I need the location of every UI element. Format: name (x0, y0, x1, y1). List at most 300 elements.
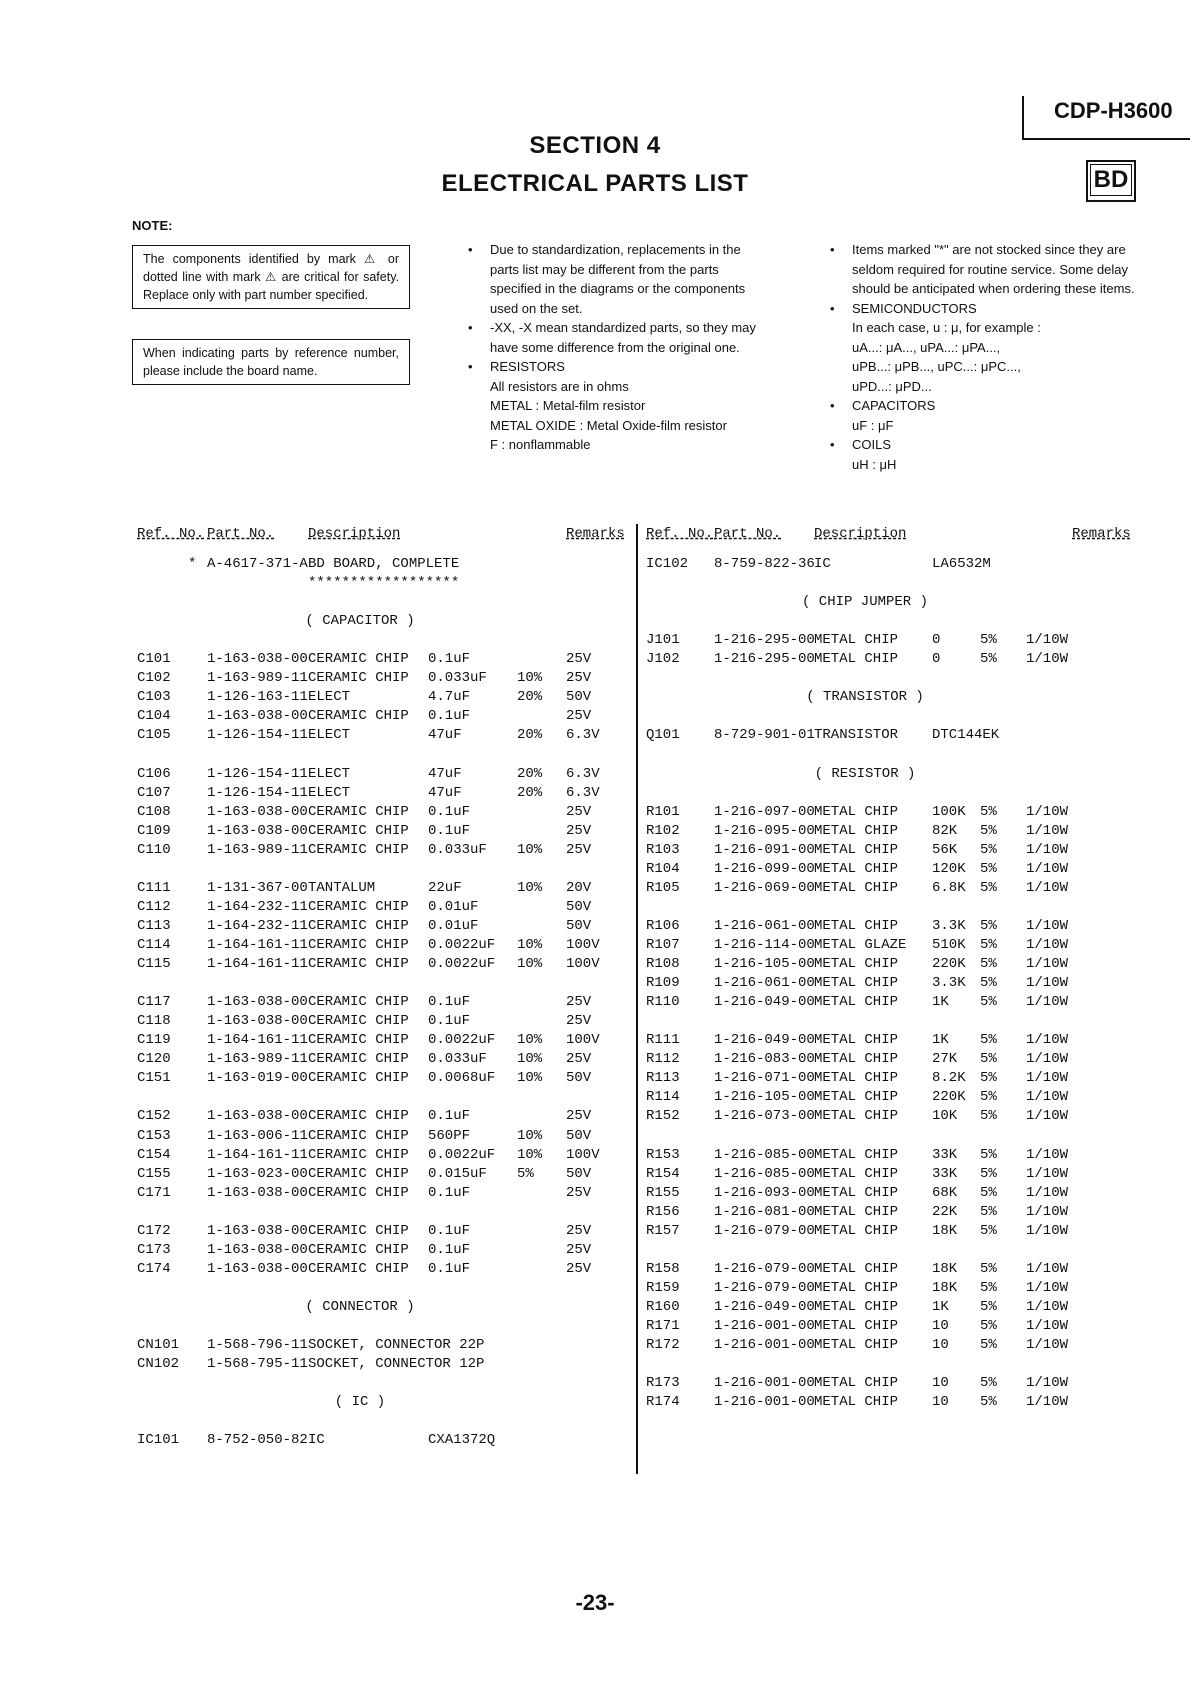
rating: 50V (566, 689, 592, 706)
ref-no: R160 (646, 1298, 680, 1315)
tolerance: 5% (980, 1165, 997, 1182)
table-row (0, 918, 1190, 937)
bullet-icon: • (468, 320, 473, 335)
note-item (830, 455, 1140, 475)
tolerance: 5% (980, 1222, 997, 1239)
description: METAL CHIP (814, 956, 899, 973)
value: 0.01uF (428, 898, 479, 915)
rating: 1/10W (1026, 917, 1069, 934)
rating: 1/10W (1026, 1089, 1069, 1106)
part-no: 1-126-154-11 (207, 765, 308, 782)
description: ELECT (308, 784, 351, 801)
bullet-icon (468, 416, 490, 436)
ref-no: R109 (646, 975, 680, 992)
value: 0.1uF (428, 1241, 471, 1258)
tolerance: 5% (980, 1298, 997, 1315)
rating: 1/10W (1026, 1318, 1069, 1334)
value: 0.1uF (428, 1222, 471, 1239)
part-no: 1-216-114-00 (714, 937, 815, 953)
value: 56K (932, 841, 958, 858)
description: CERAMIC CHIP (308, 917, 409, 934)
table-row (0, 842, 1190, 861)
ref-no: C113 (137, 917, 171, 934)
ref-no: R107 (646, 937, 680, 953)
rating: 1/10W (1026, 803, 1069, 820)
ref-no: C103 (137, 689, 171, 706)
description: CERAMIC CHIP (308, 1032, 409, 1049)
rating: 50V (566, 1165, 592, 1182)
tolerance: 5% (980, 1108, 997, 1125)
ref-no: R172 (646, 1337, 680, 1354)
ref-no: C112 (137, 898, 171, 915)
note-item (830, 435, 1140, 455)
value: 0.1uF (428, 708, 471, 725)
rating: 1/10W (1026, 1203, 1069, 1220)
ref-no: C120 (137, 1051, 171, 1068)
ref-no: J102 (646, 651, 680, 668)
tolerance: 5% (980, 1089, 997, 1106)
description: CERAMIC CHIP (308, 1013, 409, 1030)
note-text: SEMICONDUCTORS (852, 300, 977, 316)
table-row (0, 1261, 1190, 1280)
part-no: 1-216-085-00 (714, 1165, 815, 1182)
note-item (468, 240, 768, 318)
tolerance: 10% (517, 956, 543, 973)
tolerance: 10% (517, 670, 543, 687)
rating: 1/10W (1026, 1260, 1069, 1277)
ref-no: IC102 (646, 556, 689, 572)
table-row (0, 994, 1190, 1013)
ref-no: C111 (137, 879, 171, 896)
bullet-icon (830, 318, 852, 338)
table-row (0, 1108, 1190, 1127)
description: CERAMIC CHIP (308, 1222, 409, 1239)
ref-no: C114 (137, 937, 171, 953)
category-title: ( CAPACITOR ) (305, 613, 415, 630)
rating: 25V (566, 1260, 592, 1277)
part-no: 1-216-079-00 (714, 1260, 815, 1277)
description: METAL CHIP (814, 1318, 899, 1334)
category-title: ( CHIP JUMPER ) (801, 594, 929, 611)
part-no: 1-216-061-00 (714, 917, 815, 934)
table-row (0, 1337, 1190, 1356)
tolerance: 20% (517, 727, 543, 744)
rating: 1/10W (1026, 632, 1069, 649)
description: METAL CHIP (814, 1203, 899, 1220)
value: 0.033uF (428, 670, 487, 687)
part-no: 8-752-050-82 (207, 1432, 308, 1449)
description: TANTALUM (308, 879, 376, 896)
table-row (0, 785, 1190, 804)
description: METAL CHIP (814, 651, 899, 668)
note-item (830, 338, 1140, 358)
part-no: 1-216-097-00 (714, 803, 815, 820)
bullet-icon (830, 338, 852, 358)
value: 82K (932, 822, 958, 839)
note-text: Due to standardization, replacements in the parts list may be different from the parts specified in the diagrams or the components used on the set. (490, 242, 746, 316)
note-text: Items marked "*" are not stocked since they are seldom required for routine service. Some delay should be anticipated when ordering these items. (852, 242, 1135, 296)
value: 47uF (428, 784, 462, 801)
value: 0.1uF (428, 651, 471, 668)
ref-no: C119 (137, 1032, 171, 1049)
category-title: ( CONNECTOR ) (305, 1298, 415, 1315)
value: 0 (932, 632, 941, 649)
description: METAL CHIP (814, 860, 899, 877)
rating: 1/10W (1026, 1051, 1069, 1068)
description: METAL CHIP (814, 1032, 899, 1049)
tolerance: 5% (980, 860, 997, 877)
rating: 25V (566, 822, 592, 839)
tolerance: 5% (980, 1146, 997, 1163)
description: CERAMIC CHIP (308, 1184, 409, 1201)
description: IC (814, 556, 831, 572)
rating: 1/10W (1026, 1222, 1069, 1239)
bullet-icon (468, 396, 490, 416)
value: 18K (932, 1260, 958, 1277)
value: 0.0022uF (428, 1032, 496, 1049)
ref-no: R101 (646, 803, 680, 820)
bullet-icon (468, 377, 490, 397)
rating: 1/10W (1026, 651, 1069, 668)
table-row (0, 1375, 1190, 1394)
note-item (830, 396, 1140, 416)
part-no: 1-568-796-11 (207, 1337, 308, 1354)
part-no: 1-163-023-00 (207, 1165, 308, 1182)
table-row (0, 1089, 1190, 1108)
part-no: 1-568-795-11 (207, 1356, 308, 1373)
part-no: 1-216-069-00 (714, 879, 815, 896)
value: 68K (932, 1184, 958, 1201)
rating: 1/10W (1026, 1337, 1069, 1354)
part-no: 1-164-161-11 (207, 937, 308, 953)
table-row (0, 1147, 1190, 1166)
description: ELECT (308, 689, 351, 706)
description: CERAMIC CHIP (308, 708, 409, 725)
ref-no: R152 (646, 1108, 680, 1125)
tolerance: 5% (980, 1394, 997, 1411)
value: 47uF (428, 727, 462, 744)
value: 100K (932, 803, 966, 820)
rating: 25V (566, 1051, 592, 1068)
note-label: NOTE: (132, 218, 173, 233)
rating: 1/10W (1026, 1394, 1069, 1411)
note-item (830, 416, 1140, 436)
part-no: 1-216-049-00 (714, 1298, 815, 1315)
tolerance: 5% (980, 1051, 997, 1068)
part-no: 1-163-038-00 (207, 1222, 308, 1239)
note-item (468, 396, 768, 416)
tolerance: 10% (517, 1070, 543, 1087)
tolerance: 10% (517, 879, 543, 896)
description: SOCKET, CONNECTOR 22P (308, 1337, 485, 1354)
description: TRANSISTOR (814, 727, 899, 744)
part-no: A-4617-371-A (207, 556, 308, 572)
ref-no: R174 (646, 1394, 680, 1411)
description: ELECT (308, 765, 351, 782)
value: 1K (932, 994, 949, 1011)
description: CERAMIC CHIP (308, 1051, 409, 1068)
part-no: 8-759-822-36 (714, 556, 815, 572)
part-no: 1-216-099-00 (714, 860, 815, 877)
part-no: 1-163-038-00 (207, 822, 308, 839)
part-no: 1-216-049-00 (714, 1032, 815, 1049)
rating: 50V (566, 898, 592, 915)
part-no: 8-729-901-01 (714, 727, 815, 744)
description: CERAMIC CHIP (308, 1241, 409, 1258)
description: CERAMIC CHIP (308, 822, 409, 839)
note-text: uPB...: μPB..., uPC...: μPC..., (852, 359, 1021, 374)
ref-no: R102 (646, 822, 680, 839)
note-text: F : nonflammable (490, 437, 591, 452)
rating: 1/10W (1026, 1279, 1069, 1296)
note-item (468, 416, 768, 436)
note-item (468, 377, 768, 397)
table-row (0, 670, 1190, 689)
part-no: 1-131-367-00 (207, 879, 308, 896)
table-row (0, 727, 1190, 746)
part-no: 1-216-061-00 (714, 975, 815, 992)
note-text: All resistors are in ohms (490, 378, 629, 394)
ref-no: R103 (646, 841, 680, 858)
description: METAL CHIP (814, 1375, 899, 1392)
rating: 1/10W (1026, 841, 1069, 858)
note-text: uF : μF (852, 417, 894, 433)
ref-no: C101 (137, 651, 171, 668)
ref-no: R154 (646, 1165, 680, 1182)
ref-no: C155 (137, 1165, 171, 1182)
header-remarks: Remarks (566, 526, 625, 542)
model-number: CDP-H3600 (1054, 98, 1173, 123)
rating: 25V (566, 651, 592, 668)
description: CERAMIC CHIP (308, 803, 409, 820)
ref-no: C171 (137, 1184, 171, 1201)
category-title: ( RESISTOR ) (814, 765, 916, 782)
note-item (830, 357, 1140, 377)
value: 0.01uF (428, 917, 479, 934)
rating: 1/10W (1026, 1375, 1069, 1392)
bullet-icon (830, 416, 852, 436)
table-row (0, 632, 1190, 651)
note-item (468, 435, 768, 455)
table-row (0, 823, 1190, 842)
bullet-icon: • (830, 437, 835, 452)
part-no: 1-163-038-00 (207, 651, 308, 668)
rating: 25V (566, 1222, 592, 1239)
bullet-icon (830, 357, 852, 377)
section-number: SECTION 4 (529, 132, 661, 159)
note-item (830, 318, 1140, 338)
ref-no: C106 (137, 765, 171, 782)
ref-no: R153 (646, 1146, 680, 1163)
ref-no: R114 (646, 1089, 680, 1106)
rating: 25V (566, 803, 592, 820)
safety-note-box: The components identified by mark ⚠ or dotted line with mark ⚠ are critical for safety. Replace only with part number specified. (132, 245, 410, 309)
description: METAL CHIP (814, 1051, 899, 1068)
part-no: 1-216-001-00 (714, 1394, 815, 1411)
description: BD BOARD, COMPLETE (308, 556, 460, 572)
table-row (0, 708, 1190, 727)
value: 120K (932, 860, 966, 877)
note-text: -XX, -X mean standardized parts, so they may have some difference from the original one. (490, 320, 756, 355)
table-row (0, 937, 1190, 956)
tolerance: 10% (517, 841, 543, 858)
ref-no: R104 (646, 860, 680, 877)
rating: 50V (566, 1070, 592, 1087)
value: 0.015uF (428, 1165, 487, 1182)
tolerance: 20% (517, 689, 543, 706)
description: METAL CHIP (814, 1298, 899, 1315)
stock-notes (830, 240, 1140, 474)
tolerance: 5% (980, 1318, 997, 1334)
ref-no: C173 (137, 1241, 171, 1258)
ref-no: C153 (137, 1127, 171, 1144)
part-no: 1-163-989-11 (207, 841, 308, 858)
description: CERAMIC CHIP (308, 937, 409, 953)
value: 0.1uF (428, 1108, 471, 1125)
rating: 6.3V (566, 784, 600, 801)
ref-no: R111 (646, 1032, 680, 1049)
ref-no: C174 (137, 1260, 171, 1277)
board-code: BD (1090, 164, 1132, 196)
tolerance: 5% (980, 879, 997, 896)
note-item (830, 377, 1140, 397)
bullet-icon (830, 455, 852, 475)
description: METAL CHIP (814, 1394, 899, 1411)
rating: 6.3V (566, 765, 600, 782)
tolerance: 5% (980, 841, 997, 858)
description: METAL CHIP (814, 1108, 899, 1125)
bullet-icon: • (468, 242, 473, 257)
table-row (0, 1013, 1190, 1032)
value: 10 (932, 1394, 949, 1411)
rating: 1/10W (1026, 975, 1069, 992)
value: 3.3K (932, 975, 966, 992)
ref-no: C108 (137, 803, 171, 820)
value: 10 (932, 1375, 949, 1392)
description: METAL CHIP (814, 1337, 899, 1354)
description: METAL CHIP (814, 1222, 899, 1239)
part-no: 1-216-085-00 (714, 1146, 815, 1163)
table-row (0, 1432, 1190, 1451)
ref-no: R158 (646, 1260, 680, 1277)
table-row (0, 1223, 1190, 1242)
description: METAL CHIP (814, 1165, 899, 1182)
part-no: 1-164-161-11 (207, 1146, 308, 1163)
ref-no: C102 (137, 670, 171, 687)
part-no: 1-216-079-00 (714, 1222, 815, 1239)
table-row (0, 1070, 1190, 1089)
value: 0.0068uF (428, 1070, 496, 1087)
header-part-no: Part No. (714, 526, 782, 542)
rating: 1/10W (1026, 1298, 1069, 1315)
part-no: 1-216-093-00 (714, 1184, 815, 1201)
tolerance: 5% (517, 1165, 534, 1182)
part-no: 1-163-038-00 (207, 1260, 308, 1277)
value: 3.3K (932, 917, 966, 934)
table-row (0, 1394, 1190, 1413)
ref-no: J101 (646, 632, 680, 649)
ref-no: C105 (137, 727, 171, 744)
part-no: 1-216-001-00 (714, 1318, 815, 1334)
tolerance: 20% (517, 765, 543, 782)
value: 0.033uF (428, 841, 487, 858)
part-no: 1-163-989-11 (207, 1051, 308, 1068)
part-no: 1-163-038-00 (207, 803, 308, 820)
board-name-note-box: When indicating parts by reference number, please include the board name. (132, 339, 410, 385)
tolerance: 5% (980, 1070, 997, 1087)
table-row (0, 1299, 1190, 1318)
value: 0.1uF (428, 994, 471, 1011)
table-row (0, 1032, 1190, 1051)
note-text: uPD...: μPD... (852, 378, 932, 394)
ref-no: C109 (137, 822, 171, 839)
rating: 6.3V (566, 727, 600, 744)
part-no: 1-216-083-00 (714, 1051, 815, 1068)
value: 10 (932, 1318, 949, 1334)
value: 0.1uF (428, 822, 471, 839)
value: 0 (932, 651, 941, 668)
tolerance: 5% (980, 651, 997, 668)
rating: 100V (566, 1146, 600, 1163)
rating: 25V (566, 994, 592, 1011)
rating: 25V (566, 708, 592, 725)
ref-no: Q101 (646, 727, 680, 744)
category-title: ( TRANSISTOR ) (806, 689, 924, 706)
description: METAL CHIP (814, 841, 899, 858)
tolerance: 10% (517, 1051, 543, 1068)
ref-no: R113 (646, 1070, 680, 1087)
description: CERAMIC CHIP (308, 1127, 409, 1144)
value: 0.1uF (428, 1260, 471, 1277)
table-row (0, 1280, 1190, 1299)
rating: 1/10W (1026, 937, 1069, 953)
ref-no: CN102 (137, 1356, 180, 1373)
tolerance: 5% (980, 803, 997, 820)
ref-no: C151 (137, 1070, 171, 1087)
part-no: 1-216-071-00 (714, 1070, 815, 1087)
ref-no: C104 (137, 708, 171, 725)
description: METAL CHIP (814, 1279, 899, 1296)
tolerance: 5% (980, 1279, 997, 1296)
not-stocked-mark: * (188, 556, 197, 572)
ref-no: R105 (646, 879, 680, 896)
table-row (0, 804, 1190, 823)
rating: 1/10W (1026, 879, 1069, 896)
value: 47uF (428, 765, 462, 782)
rating: 50V (566, 917, 592, 934)
tolerance: 10% (517, 1127, 543, 1144)
rating: 1/10W (1026, 860, 1069, 877)
description: CERAMIC CHIP (308, 651, 409, 668)
description: METAL CHIP (814, 822, 899, 839)
description: METAL CHIP (814, 803, 899, 820)
description: METAL CHIP (814, 1146, 899, 1163)
value: 0.0022uF (428, 937, 496, 953)
part-no: 1-163-038-00 (207, 1108, 308, 1125)
rating: 25V (566, 1184, 592, 1201)
ref-no: CN101 (137, 1337, 180, 1354)
ref-no: C118 (137, 1013, 171, 1030)
description: CERAMIC CHIP (308, 1108, 409, 1125)
value: 27K (932, 1051, 958, 1068)
table-row (0, 575, 1190, 594)
ref-no: C154 (137, 1146, 171, 1163)
table-row (0, 880, 1190, 899)
part-no: 1-216-105-00 (714, 956, 815, 973)
part-no: 1-216-073-00 (714, 1108, 815, 1125)
part-no: 1-164-232-11 (207, 917, 308, 934)
bullet-icon: • (830, 398, 835, 413)
